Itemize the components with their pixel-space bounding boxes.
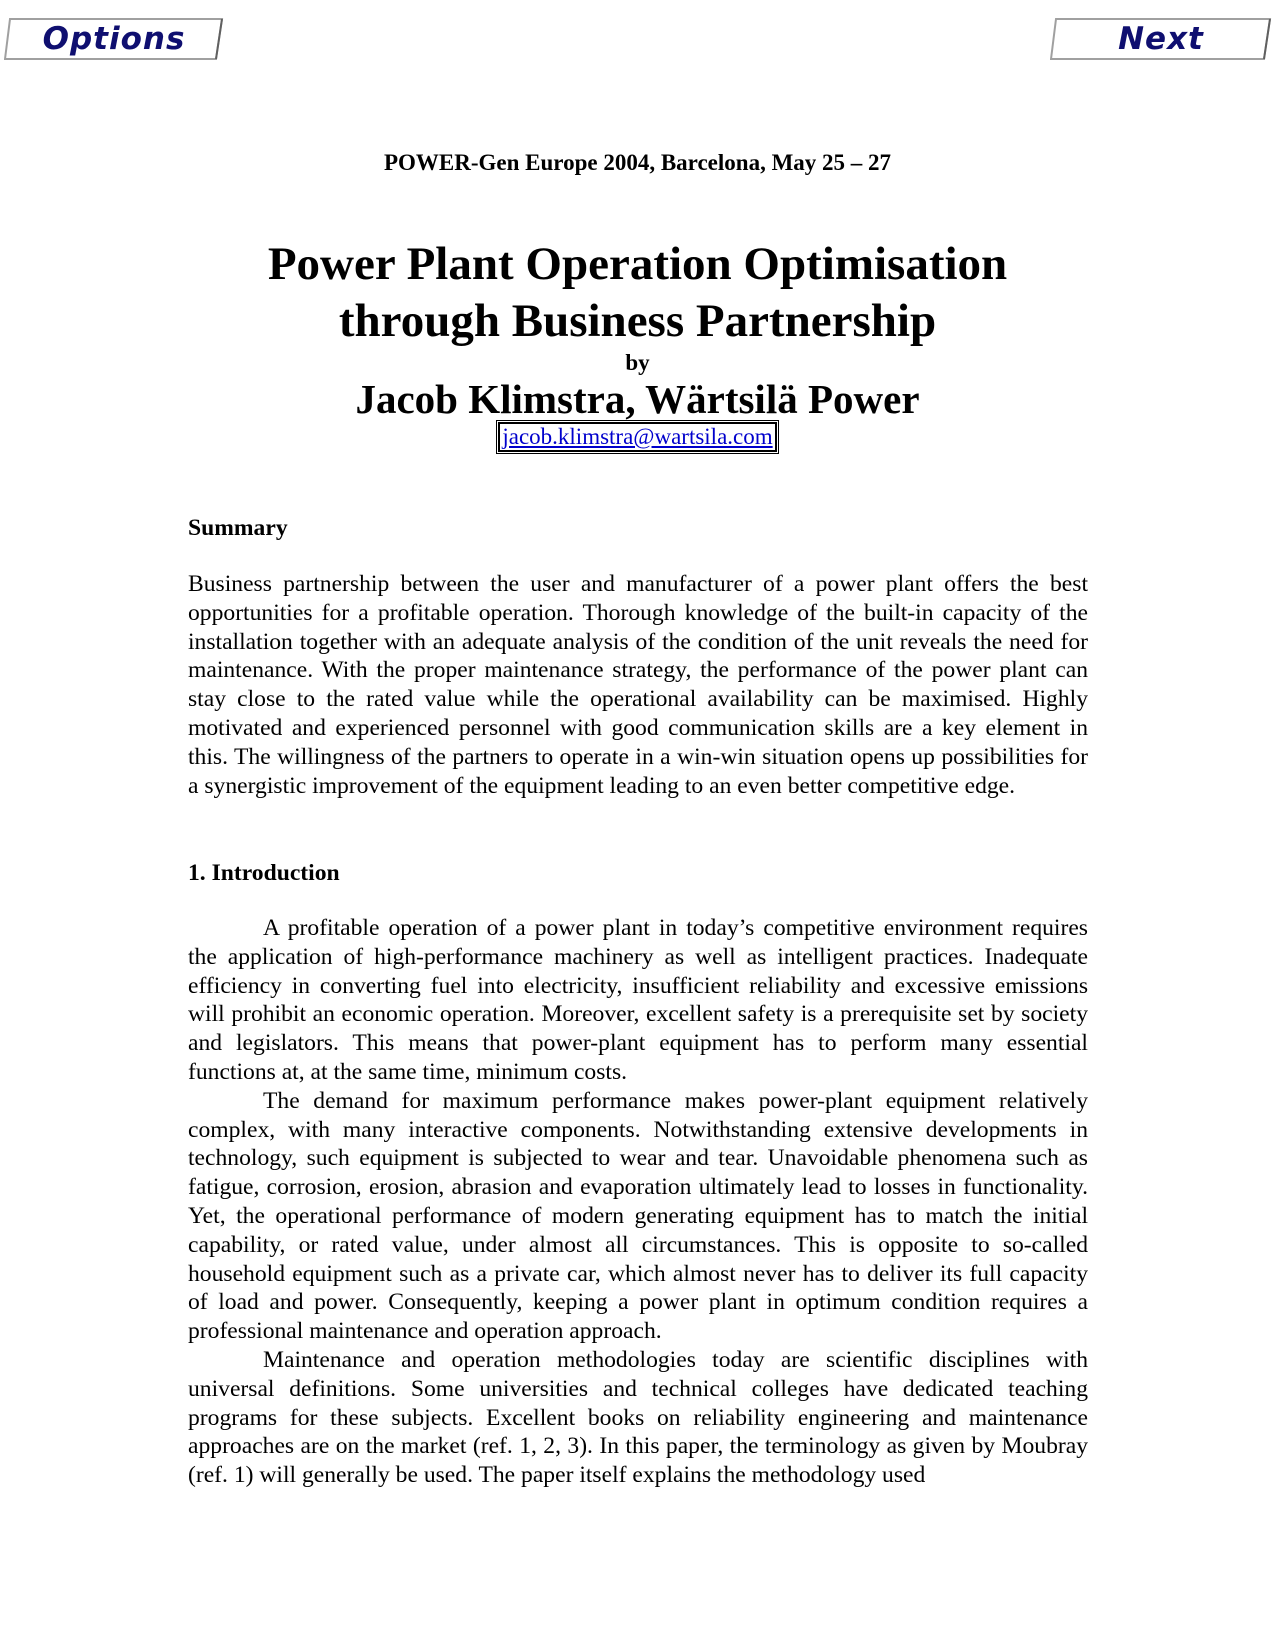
author-email-link[interactable]: jacob.klimstra@wartsila.com: [498, 422, 776, 452]
by-label: by: [625, 350, 650, 375]
next-button-label: Next: [1118, 21, 1204, 57]
summary-heading: Summary: [188, 515, 288, 541]
options-button[interactable]: [4, 18, 224, 60]
introduction-section: [188, 914, 1088, 1490]
introduction-heading: 1. Introduction: [188, 860, 340, 886]
paper-title-line-1: Power Plant Operation Optimisation: [267, 238, 1008, 290]
intro-paragraph-3: Maintenance and operation methodologies today are scientific disciplines with universal definitions. Some universities and technical colleges have dedicated teaching programs for these subjects. Excellent books on reliability engineering and maintenance approaches are on the market (ref. 1, 2, 3). In this paper, the terminology as given by Moubray (ref. 1) will generally be used. The paper itself explains the methodology used: [188, 1346, 1088, 1489]
options-button-label: Options: [42, 21, 186, 57]
summary-section: [188, 570, 1088, 800]
conference-header: POWER-Gen Europe 2004, Barcelona, May 25 – 27: [383, 150, 892, 175]
author-name: Jacob Klimstra, Wärtsilä Power: [355, 376, 920, 422]
summary-paragraph: Business partnership between the user and manufacturer of a power plant offers the best opportunities for a profitable operation. Thorough knowledge of the built-in capacity of the installation together with an adequate analysis of the condition of the unit reveals the need for maintenance. With the proper maintenance strategy, the performance of the power plant can stay close to the rated value while the operational availability can be maximised. Highly motivated and experienced personnel with good communication skills are a key element in this. The willingness of the partners to operate in a win-win situation opens up possibilities for a synergistic improvement of the equipment leading to an even better competitive edge.: [188, 571, 1088, 799]
next-button[interactable]: [1050, 18, 1272, 60]
title-block: [0, 236, 1275, 452]
paper-title-line-2: through Business Partnership: [338, 295, 937, 347]
intro-paragraph-1: A profitable operation of a power plant in today’s competitive environment requires the application of high-performance machinery as well as intelligent practices. Inadequate efficiency in converting fuel into electricity, insufficient reliability and excessive emissions will prohibit an economic operation. Moreover, excellent safety is a prerequisite set by society and legislators. This means that power-plant equipment has to perform many essential functions at, at the same time, minimum costs.: [188, 915, 1088, 1085]
intro-paragraph-2: The demand for maximum performance makes power-plant equipment relatively complex, with many interactive components. Notwithstanding extensive developments in technology, such equipment is subjected to wear and tear. Unavoidable phenomena such as fatigue, corrosion, erosion, abrasion and evaporation ultimately lead to losses in functionality. Yet, the operational performance of modern generating equipment has to match the initial capability, or rated value, under almost all circumstances. This is opposite to so-called household equipment such as a private car, which almost never has to deliver its full capacity of load and power. Consequently, keeping a power plant in optimum condition requires a professional maintenance and operation approach.: [188, 1087, 1088, 1345]
